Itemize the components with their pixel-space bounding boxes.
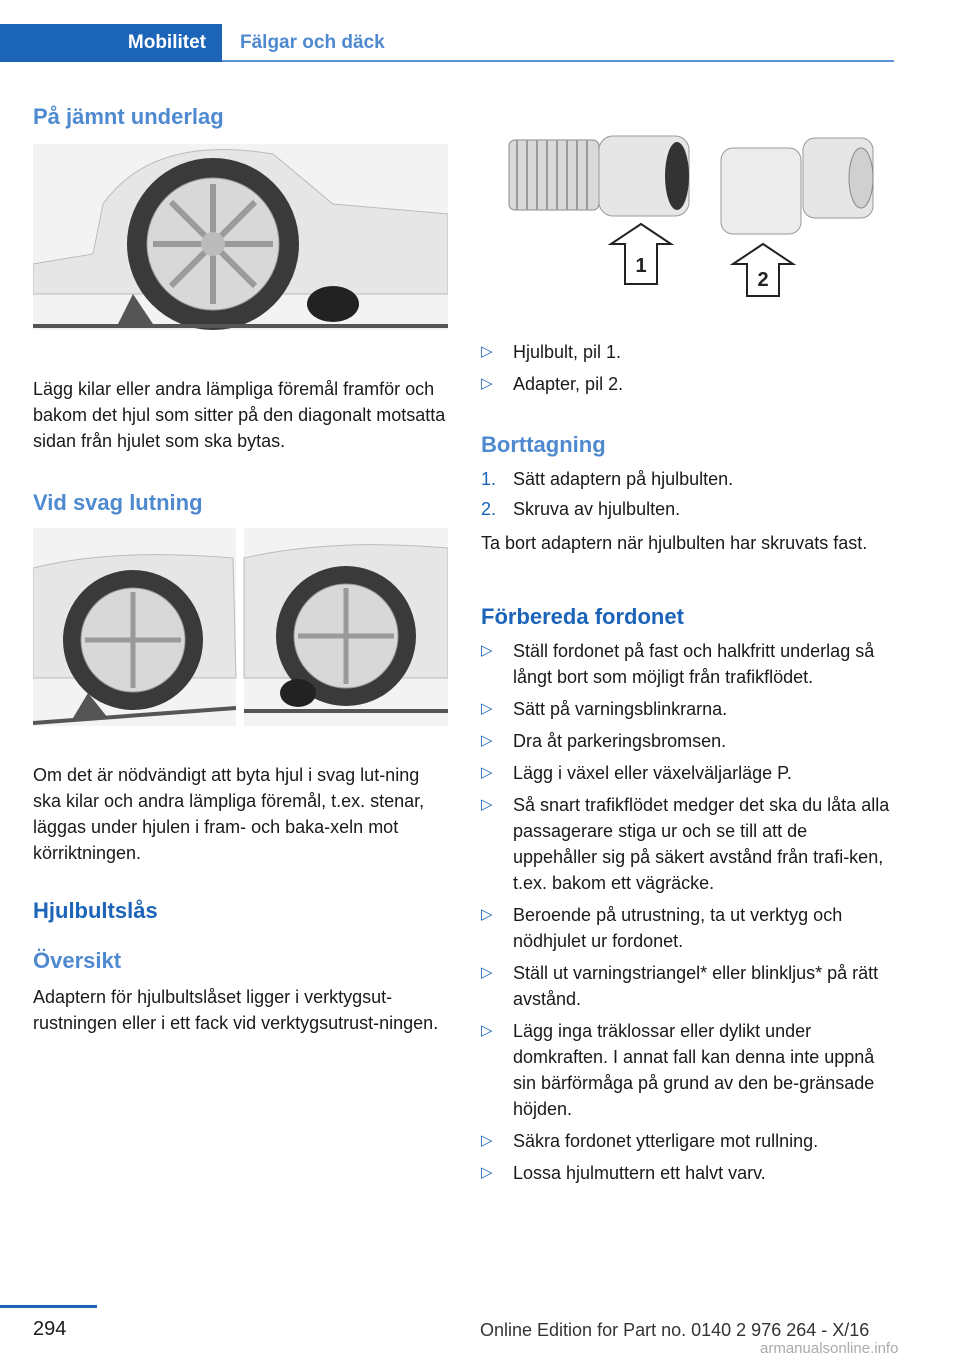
list-item: 1. Sätt adaptern på hjulbulten.	[481, 469, 734, 489]
triangle-right-icon: ▷	[481, 375, 493, 392]
footer-divider	[0, 1305, 97, 1308]
parts-list	[481, 339, 896, 397]
triangle-right-icon: ▷	[481, 1132, 493, 1149]
paragraph-level-ground: Lägg kilar eller andra lämpliga föremål framför och bakom det hjul som sitter på den diagonalt motsatta sidan från hjulet som ska bytas.	[33, 379, 446, 451]
list-item: ▷ Sätt på varningsblinkrarna.	[481, 696, 896, 722]
edition-text: Online Edition for Part no. 0140 2 976 264 - X/16	[480, 1320, 870, 1340]
prepare-list	[481, 638, 896, 1186]
heading-removal: Borttagning	[481, 432, 606, 457]
list-item: 2. Skruva av hjulbulten.	[481, 499, 681, 519]
section-tab-falgar[interactable]: Fälgar och däck	[240, 32, 385, 53]
triangle-right-icon: ▷	[481, 1164, 493, 1181]
list-item: ▷ Säkra fordonet ytterligare mot rullning.	[481, 1128, 896, 1154]
paragraph-removal: Ta bort adaptern när hjulbulten har skruvats fast.	[481, 533, 868, 553]
list-item: ▷ Ställ fordonet på fast och halkfritt underlag så långt bort som möjligt från trafikflödet.	[481, 638, 896, 690]
list-item: ▷ Så snart trafikflödet medger det ska du låta alla passagerare stiga ur och se till att de uppehåller sig på säkert avstånd från trafi-ken, t.ex. bakom ett vägräcke.	[481, 792, 896, 896]
list-item: ▷ Dra åt parkeringsbromsen.	[481, 728, 896, 754]
paragraph-overview: Adaptern för hjulbultslåset ligger i verktygsut-rustningen eller i ett fack vid verktygsutrust-ningen.	[33, 987, 439, 1033]
triangle-right-icon: ▷	[481, 964, 493, 981]
paragraph-slight-slope: Om det är nödvändigt att byta hjul i svag lut-ning ska kilar och andra lämpliga föremål, t.ex. stenar, läggas under hjulen i fram- och baka-xeln mot körriktningen.	[33, 765, 425, 863]
list-item: ▷ Lossa hjulmuttern ett halvt varv.	[481, 1160, 896, 1186]
triangle-right-icon: ▷	[481, 700, 493, 717]
triangle-right-icon: ▷	[481, 732, 493, 749]
list-item: ▷ Lägg i växel eller växelväljarläge P.	[481, 760, 896, 786]
heading-level-ground: På jämnt underlag	[33, 104, 224, 129]
heading-prepare-vehicle: Förbereda fordonet	[481, 604, 684, 629]
heading-wheel-lock: Hjulbultslås	[33, 898, 158, 923]
arrow-label-2: 2	[757, 269, 769, 291]
list-item: ▷ Adapter, pil 2.	[481, 371, 896, 397]
arrow-label-1: 1	[635, 255, 647, 277]
figure-wheel-chock-slope	[33, 528, 448, 726]
triangle-right-icon: ▷	[481, 642, 493, 659]
triangle-right-icon: ▷	[481, 796, 493, 813]
removal-steps	[481, 466, 896, 522]
figure-wheel-lock-parts	[481, 134, 896, 306]
list-item: ▷ Beroende på utrustning, ta ut verktyg och nödhjulet ur fordonet.	[481, 902, 896, 954]
triangle-right-icon: ▷	[481, 343, 493, 360]
triangle-right-icon: ▷	[481, 1022, 493, 1039]
page-number: 294	[33, 1318, 67, 1340]
list-item: ▷ Ställ ut varningstriangel* eller blinkljus* på rätt avstånd.	[481, 960, 896, 1012]
triangle-right-icon: ▷	[481, 764, 493, 781]
figure-wheel-chock-level	[33, 144, 448, 330]
heading-overview: Översikt	[33, 948, 122, 973]
triangle-right-icon: ▷	[481, 906, 493, 923]
heading-slight-slope: Vid svag lutning	[33, 490, 203, 515]
watermark: armanualsonline.info	[760, 1340, 899, 1357]
list-item: ▷ Hjulbult, pil 1.	[481, 339, 896, 365]
page-header	[0, 0, 894, 62]
list-item: ▷ Lägg inga träklossar eller dylikt under domkraften. I annat fall kan denna inte uppnå sin bärförmåga på grund av den be-gränsade höjden.	[481, 1018, 896, 1122]
section-tab-mobilitet[interactable]: Mobilitet	[0, 24, 222, 62]
header-divider	[222, 60, 894, 62]
